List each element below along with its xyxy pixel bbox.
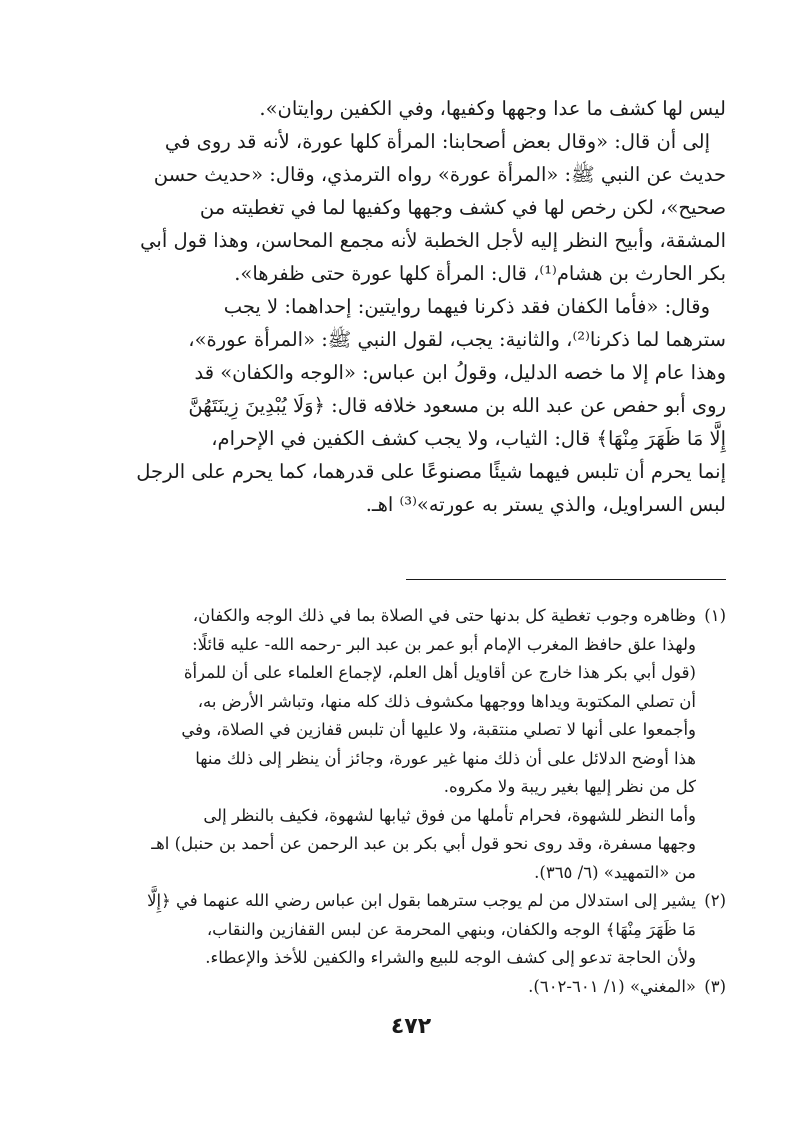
footnote-line: كل من نظر إليها بغير ريبة ولا مكروه. [443,777,696,796]
footnote-marker: (٣) [704,976,726,996]
footnotes [96,602,726,1001]
footnote-body [96,602,696,887]
footnote-marker: (٢) [704,891,726,910]
footnote-line: من «التمهيد» (٦/ ٣٦٥). [534,862,696,882]
footnote-body [96,973,696,1002]
footnote-line: وجهها مسفرة، وقد روى نحو قول أبي بكر بن عبد الرحمن عن أحمد بن حنبل) اهـ [151,834,696,853]
main-line-8: سترهما لما ذكرنا⁽²⁾، والثانية: يجب، لقول النبي ﷺ: «المرأة عورة»، [188,328,726,351]
footnote-line: وظاهره وجوب تغطية كل بدنها حتى في الصلاة بما في ذلك الوجه والكفان، [192,606,696,625]
main-line-3: حديث عن النبي ﷺ: «المرأة عورة» رواه الترمذي، وقال: «حديث حسن [153,163,726,186]
main-line-13: لبس السراويل، والذي يستر به عورته»⁽³⁾ اهـ. [365,493,726,516]
page [96,92,726,1039]
main-line-1: ليس لها كشف ما عدا وجهها وكفيها، وفي الكفين روايتان». [259,97,726,120]
main-line-7: وقال: «فأما الكفان فقد ذكرنا فيهما روايتين: إحداهما: لا يجب [223,295,710,318]
footnote-line: هذا أوضح الدلائل على أن ذلك منها غير عورة، وجائز أن ينظر إلى ذلك منها [195,748,696,768]
main-line-5: المشقة، وأبيح النظر إليه لأجل الخطبة لأنه مجمع المحاسن، وهذا قول أبي [140,229,726,252]
footnote-marker: (١) [704,606,726,625]
footnote-line: وأما النظر للشهوة، فحرام تأملها من فوق ثيابها لشهوة، فكيف بالنظر إلى [203,805,696,825]
footnote-2 [96,887,726,973]
main-line-6: بكر الحارث بن هشام⁽¹⁾، قال: المرأة كلها عورة حتى ظفرها». [234,262,726,285]
page-number: ٤٧٢ [390,1014,432,1039]
main-line-9: وهذا عام إلا ما خصه الدليل، وقولُ ابن عباس: «الوجه والكفان» قد [194,361,726,384]
main-line-2: إلى أن قال: «وقال بعض أصحابنا: المرأة كلها عورة، لأنه قد روى في [164,130,710,153]
footnote-1 [96,602,726,887]
main-text [96,92,726,521]
main-line-4: صحيح»، لكن رخص لها في كشف وجهها وكفيها لما في تغطيته من [199,196,726,219]
footnote-line: ولهذا علق حافظ المغرب الإمام أبو عمر بن عبد البر -رحمه الله- عليه قائلًا: [192,634,696,654]
footnote-divider [406,579,726,580]
footnote-line: أن تصلي المكتوبة ويداها ووجهها مكشوف ذلك كله منها، وتباشر الأرض به، [197,691,696,711]
footnote-line: مَا ظَهَرَ مِنْهَا﴾ الوجه والكفان، وبنهي المحرمة عن لبس القفازين والنقاب، [206,919,696,939]
footnote-3 [96,973,726,1002]
main-line-12: إنما يحرم أن تلبس فيهما شيئًا مصنوعًا على قدرهما، كما يحرم على الرجل [136,460,726,483]
footnote-body [96,887,696,973]
footnote-line: (قول أبي بكر هذا خارج عن أقاويل أهل العلم، لإجماع العلماء على أن للمرأة [183,663,696,682]
main-line-10: روى أبو حفص عن عبد الله بن مسعود خلافه قال: ﴿وَلَا يُبْدِينَ زِينَتَهُنَّ [188,394,726,417]
footnote-line: «المغني» (١/ ٦٠١-٦٠٢). [528,976,696,996]
footnote-line: يشير إلى استدلال من لم يوجب سترهما بقول ابن عباس رضي الله عنهما في ﴿إِلَّا [147,891,696,910]
main-line-11: إِلَّا مَا ظَهَرَ مِنْهَا﴾ قال: الثياب، ولا يجب كشف الكفين في الإحرام، [211,427,726,450]
footnote-line: وأجمعوا على أنها لا تصلي منتقبة، ولا عليها أن تلبس قفازين في الصلاة، وفي [181,720,696,739]
footnote-line: ولأن الحاجة تدعو إلى كشف الوجه للبيع والشراء والكفين للأخذ والإعطاء. [205,948,696,967]
